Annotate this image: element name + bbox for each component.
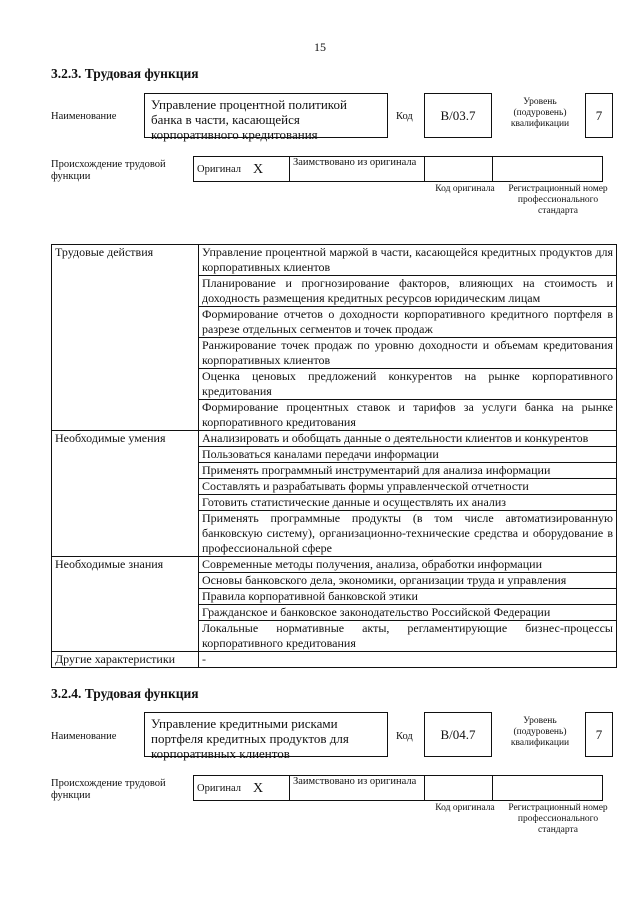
category-cell: Необходимые умения	[52, 431, 199, 557]
item-cell: Гражданское и банковское законодательство Российской Федерации	[199, 605, 617, 621]
original-label-2: Оригинал	[194, 776, 251, 801]
item-cell: Анализировать и обобщать данные о деятельности клиентов и конкурентов	[199, 431, 617, 447]
origin-code-caption-2: Код оригинала	[435, 803, 495, 813]
function-code-box: B/03.7	[424, 93, 492, 138]
level-label: Уровень (подуровень) квалификации	[510, 97, 570, 129]
borrowed-label-2: Заимствовано из оригинала	[290, 776, 425, 801]
item-cell: Управление процентной маржой в части, касающейся кредитных продуктов для корпоративных клиентов	[199, 245, 617, 276]
section-title-3-2-3: 3.2.3. Трудовая функция	[51, 66, 199, 81]
section-title-3-2-4: 3.2.4. Трудовая функция	[51, 686, 199, 701]
function-name-box-2: Управление кредитными рисками портфеля кредитных продуктов для корпоративных клиентов	[144, 712, 388, 757]
reg-number-caption-2: Регистрационный номер профессионального стандарта	[508, 803, 608, 835]
level-label-2: Уровень (подуровень) квалификации	[510, 716, 570, 748]
reg-number-cell	[493, 157, 603, 182]
item-cell: Планирование и прогнозирование факторов, влияющих на стоимость и доходность размещения кредитных ресурсов юридическим лицам	[199, 276, 617, 307]
reg-number-cell-2	[493, 776, 603, 801]
origin-label-2: Происхождение трудовой функции	[51, 778, 166, 801]
item-cell: -	[199, 652, 617, 668]
original-label: Оригинал	[194, 157, 251, 182]
table-row	[52, 652, 617, 668]
code-label-2: Код	[396, 731, 413, 742]
item-cell: Составлять и разрабатывать формы управленческой отчетности	[199, 479, 617, 495]
original-mark-2: X	[250, 776, 290, 801]
level-box: 7	[585, 93, 613, 138]
original-mark: X	[250, 157, 290, 182]
item-cell: Готовить статистические данные и осуществлять их анализ	[199, 495, 617, 511]
table-row	[52, 557, 617, 573]
table-row	[52, 245, 617, 276]
item-cell: Пользоваться каналами передачи информации	[199, 447, 617, 463]
origin-table-2	[193, 775, 603, 801]
name-label: Наименование	[51, 111, 117, 122]
function-details-table	[51, 244, 617, 668]
item-cell: Применять программные продукты (в том числе автоматизированную банковскую систему), организационно-технические средства и оборудование в профессиональной сфере	[199, 511, 617, 557]
origin-code-caption: Код оригинала	[435, 184, 495, 194]
origin-label: Происхождение трудовой функции	[51, 159, 166, 182]
item-cell: Локальные нормативные акты, регламентирующие бизнес-процессы корпоративного кредитования	[199, 621, 617, 652]
item-cell: Применять программный инструментарий для анализа информации	[199, 463, 617, 479]
item-cell: Современные методы получения, анализа, обработки информации	[199, 557, 617, 573]
name-label-2: Наименование	[51, 731, 117, 742]
function-name-box: Управление процентной политикой банка в части, касающейся корпоративного кредитования	[144, 93, 388, 138]
item-cell: Правила корпоративной банковской этики	[199, 589, 617, 605]
category-cell: Другие характеристики	[52, 652, 199, 668]
reg-number-caption: Регистрационный номер профессионального стандарта	[508, 184, 608, 216]
item-cell: Формирование процентных ставок и тарифов за услуги банка на рынке корпоративного кредитования	[199, 400, 617, 431]
item-cell: Основы банковского дела, экономики, организации труда и управления	[199, 573, 617, 589]
item-cell: Формирование отчетов о доходности корпоративного кредитного портфеля в разрезе отдельных сегментов и точек продаж	[199, 307, 617, 338]
item-cell: Ранжирование точек продаж по уровню доходности и объемам кредитования корпоративных клиентов	[199, 338, 617, 369]
category-cell: Трудовые действия	[52, 245, 199, 431]
origin-code-cell-2	[425, 776, 493, 801]
item-cell: Оценка ценовых предложений конкурентов на рынке корпоративного кредитования	[199, 369, 617, 400]
table-row	[52, 431, 617, 447]
origin-code-cell	[425, 157, 493, 182]
code-label: Код	[396, 111, 413, 122]
borrowed-label: Заимствовано из оригинала	[290, 157, 425, 182]
category-cell: Необходимые знания	[52, 557, 199, 652]
page-number: 15	[314, 40, 326, 54]
level-box-2: 7	[585, 712, 613, 757]
function-code-box-2: B/04.7	[424, 712, 492, 757]
origin-table	[193, 156, 603, 182]
